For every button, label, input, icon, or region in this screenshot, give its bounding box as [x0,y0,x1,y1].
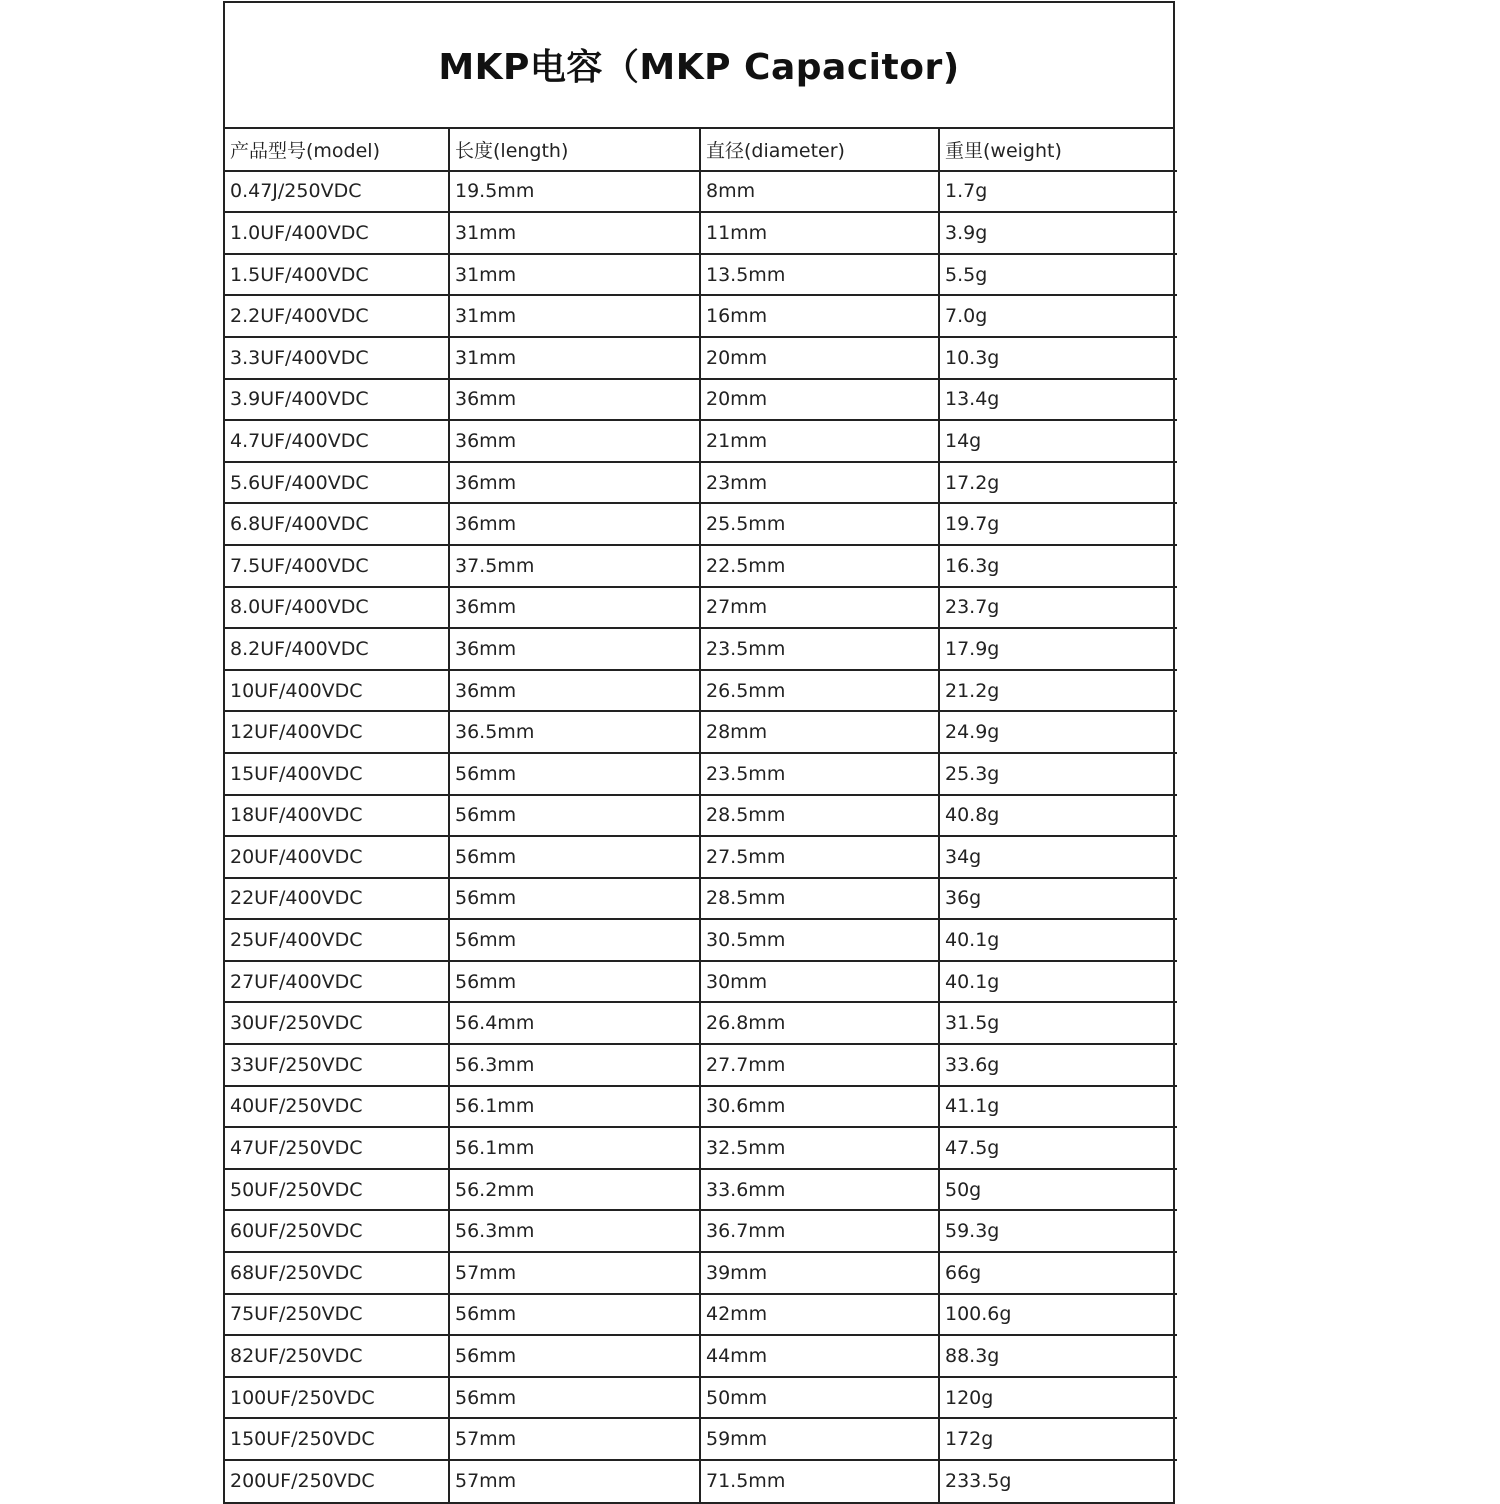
cell-weight: 17.2g [939,462,1177,504]
header-model: 产品型号(model) [225,129,449,171]
spec-sheet [223,1,1175,1504]
cell-length: 56mm [449,795,700,837]
cell-weight: 47.5g [939,1127,1177,1169]
table-row [225,1002,1177,1044]
cell-model: 27UF/400VDC [225,961,449,1003]
table-row [225,171,1177,213]
cell-diameter: 59mm [700,1418,939,1460]
cell-weight: 66g [939,1252,1177,1294]
cell-diameter: 22.5mm [700,545,939,587]
cell-length: 57mm [449,1418,700,1460]
cell-diameter: 13.5mm [700,254,939,296]
cell-model: 12UF/400VDC [225,711,449,753]
cell-diameter: 27mm [700,587,939,629]
cell-weight: 21.2g [939,670,1177,712]
cell-model: 50UF/250VDC [225,1169,449,1211]
cell-model: 20UF/400VDC [225,836,449,878]
cell-diameter: 36.7mm [700,1210,939,1252]
cell-diameter: 26.8mm [700,1002,939,1044]
table-row [225,961,1177,1003]
cell-weight: 14g [939,420,1177,462]
page-title: MKP电容（MKP Capacitor) [438,46,960,88]
table-row [225,545,1177,587]
cell-diameter: 20mm [700,337,939,379]
cell-length: 36.5mm [449,711,700,753]
cell-length: 36mm [449,420,700,462]
cell-model: 1.0UF/400VDC [225,212,449,254]
cell-length: 36mm [449,379,700,421]
cell-length: 31mm [449,337,700,379]
cell-length: 56.2mm [449,1169,700,1211]
cell-diameter: 23mm [700,462,939,504]
cell-weight: 5.5g [939,254,1177,296]
cell-model: 30UF/250VDC [225,1002,449,1044]
cell-model: 3.3UF/400VDC [225,337,449,379]
table-row [225,379,1177,421]
header-diameter: 直径(diameter) [700,129,939,171]
cell-weight: 33.6g [939,1044,1177,1086]
table-row [225,1127,1177,1169]
table-row [225,1169,1177,1211]
cell-model: 4.7UF/400VDC [225,420,449,462]
cell-model: 150UF/250VDC [225,1418,449,1460]
cell-diameter: 32.5mm [700,1127,939,1169]
cell-length: 36mm [449,587,700,629]
table-row [225,1335,1177,1377]
cell-length: 56mm [449,1335,700,1377]
cell-model: 10UF/400VDC [225,670,449,712]
table-row [225,836,1177,878]
table-row [225,295,1177,337]
table-row [225,587,1177,629]
cell-diameter: 30.6mm [700,1086,939,1128]
cell-model: 7.5UF/400VDC [225,545,449,587]
cell-length: 36mm [449,628,700,670]
cell-model: 33UF/250VDC [225,1044,449,1086]
cell-length: 31mm [449,254,700,296]
cell-diameter: 27.5mm [700,836,939,878]
table-row [225,670,1177,712]
cell-length: 56mm [449,1377,700,1419]
table-body [225,171,1177,1502]
header-row [225,129,1177,171]
table-row [225,503,1177,545]
table-row [225,795,1177,837]
table-row [225,337,1177,379]
cell-model: 40UF/250VDC [225,1086,449,1128]
cell-diameter: 8mm [700,171,939,213]
cell-diameter: 44mm [700,1335,939,1377]
cell-length: 56mm [449,961,700,1003]
cell-length: 56.1mm [449,1086,700,1128]
cell-weight: 34g [939,836,1177,878]
table-row [225,919,1177,961]
cell-length: 36mm [449,670,700,712]
cell-model: 8.2UF/400VDC [225,628,449,670]
table-row [225,1377,1177,1419]
cell-model: 5.6UF/400VDC [225,462,449,504]
cell-length: 37.5mm [449,545,700,587]
cell-diameter: 50mm [700,1377,939,1419]
cell-length: 56.4mm [449,1002,700,1044]
cell-length: 31mm [449,295,700,337]
cell-model: 200UF/250VDC [225,1460,449,1502]
cell-model: 82UF/250VDC [225,1335,449,1377]
cell-diameter: 39mm [700,1252,939,1294]
table-row [225,1044,1177,1086]
cell-length: 56mm [449,1294,700,1336]
cell-weight: 172g [939,1418,1177,1460]
cell-diameter: 11mm [700,212,939,254]
cell-length: 57mm [449,1460,700,1502]
header-length: 长度(length) [449,129,700,171]
table-row [225,878,1177,920]
cell-model: 100UF/250VDC [225,1377,449,1419]
cell-length: 56mm [449,878,700,920]
cell-length: 56mm [449,919,700,961]
cell-weight: 59.3g [939,1210,1177,1252]
cell-model: 0.47J/250VDC [225,171,449,213]
cell-model: 47UF/250VDC [225,1127,449,1169]
cell-diameter: 23.5mm [700,628,939,670]
title-box [225,3,1173,129]
cell-weight: 19.7g [939,503,1177,545]
cell-diameter: 42mm [700,1294,939,1336]
cell-length: 57mm [449,1252,700,1294]
cell-weight: 13.4g [939,379,1177,421]
cell-weight: 41.1g [939,1086,1177,1128]
cell-diameter: 30mm [700,961,939,1003]
cell-model: 2.2UF/400VDC [225,295,449,337]
table-row [225,1418,1177,1460]
cell-diameter: 28.5mm [700,878,939,920]
table-row [225,212,1177,254]
cell-weight: 40.1g [939,961,1177,1003]
cell-weight: 16.3g [939,545,1177,587]
cell-diameter: 20mm [700,379,939,421]
cell-model: 6.8UF/400VDC [225,503,449,545]
cell-length: 56.3mm [449,1210,700,1252]
cell-weight: 1.7g [939,171,1177,213]
cell-diameter: 33.6mm [700,1169,939,1211]
cell-model: 1.5UF/400VDC [225,254,449,296]
cell-weight: 10.3g [939,337,1177,379]
cell-model: 22UF/400VDC [225,878,449,920]
cell-length: 36mm [449,462,700,504]
cell-weight: 24.9g [939,711,1177,753]
table-row [225,1460,1177,1502]
cell-weight: 40.8g [939,795,1177,837]
cell-model: 75UF/250VDC [225,1294,449,1336]
table-row [225,1294,1177,1336]
cell-weight: 233.5g [939,1460,1177,1502]
cell-length: 56.3mm [449,1044,700,1086]
table-row [225,628,1177,670]
cell-model: 15UF/400VDC [225,753,449,795]
cell-length: 56mm [449,836,700,878]
cell-weight: 3.9g [939,212,1177,254]
table-row [225,711,1177,753]
cell-weight: 23.7g [939,587,1177,629]
cell-length: 56mm [449,753,700,795]
cell-diameter: 23.5mm [700,753,939,795]
cell-length: 19.5mm [449,171,700,213]
table-row [225,1252,1177,1294]
cell-weight: 17.9g [939,628,1177,670]
cell-model: 8.0UF/400VDC [225,587,449,629]
cell-diameter: 27.7mm [700,1044,939,1086]
cell-diameter: 26.5mm [700,670,939,712]
cell-weight: 88.3g [939,1335,1177,1377]
cell-weight: 120g [939,1377,1177,1419]
cell-diameter: 28mm [700,711,939,753]
cell-diameter: 21mm [700,420,939,462]
cell-model: 3.9UF/400VDC [225,379,449,421]
cell-model: 60UF/250VDC [225,1210,449,1252]
capacitor-spec-table [225,129,1177,1502]
cell-diameter: 25.5mm [700,503,939,545]
cell-model: 68UF/250VDC [225,1252,449,1294]
cell-weight: 50g [939,1169,1177,1211]
cell-length: 56.1mm [449,1127,700,1169]
cell-weight: 25.3g [939,753,1177,795]
cell-diameter: 28.5mm [700,795,939,837]
table-row [225,1210,1177,1252]
header-weight: 重里(weight) [939,129,1177,171]
table-row [225,753,1177,795]
cell-weight: 100.6g [939,1294,1177,1336]
table-row [225,462,1177,504]
cell-model: 18UF/400VDC [225,795,449,837]
cell-length: 36mm [449,503,700,545]
cell-model: 25UF/400VDC [225,919,449,961]
cell-diameter: 71.5mm [700,1460,939,1502]
cell-weight: 31.5g [939,1002,1177,1044]
table-row [225,254,1177,296]
cell-weight: 36g [939,878,1177,920]
cell-weight: 7.0g [939,295,1177,337]
cell-length: 31mm [449,212,700,254]
table-row [225,420,1177,462]
table-row [225,1086,1177,1128]
cell-diameter: 16mm [700,295,939,337]
cell-weight: 40.1g [939,919,1177,961]
cell-diameter: 30.5mm [700,919,939,961]
